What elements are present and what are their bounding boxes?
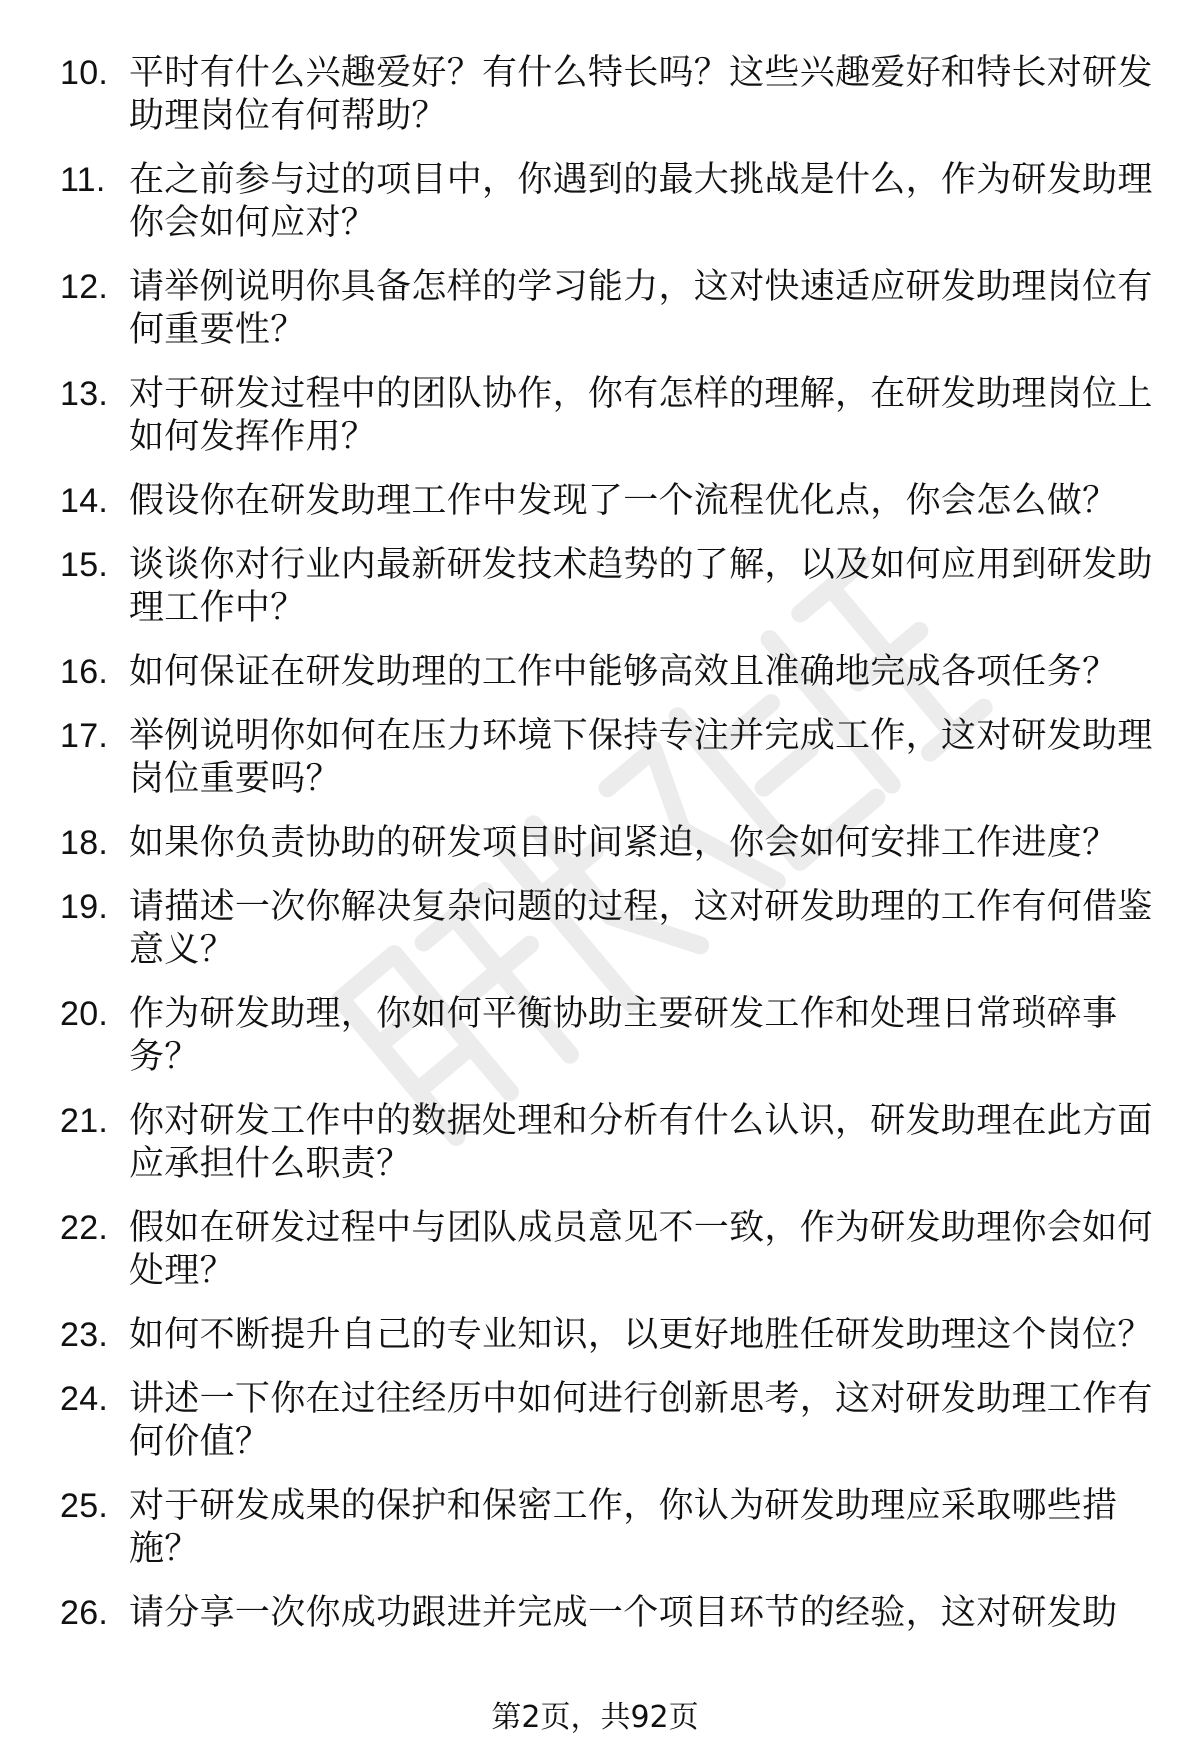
question-item	[0, 715, 1190, 801]
question-number: 19.	[60, 888, 109, 926]
question-number: 21.	[60, 1102, 109, 1140]
question-number: 25.	[60, 1487, 109, 1525]
question-list	[0, 52, 1190, 1656]
question-item	[0, 1378, 1190, 1464]
question-item	[0, 1592, 1190, 1635]
question-item	[0, 373, 1190, 459]
question-text: 对于研发过程中的团队协作，你有怎样的理解，在研发助理岗位上如何发挥作用？	[129, 374, 1153, 457]
question-number: 14.	[60, 482, 109, 520]
question-item	[0, 993, 1190, 1079]
question-text: 平时有什么兴趣爱好？有什么特长吗？这些兴趣爱好和特长对研发助理岗位有何帮助？	[129, 53, 1153, 136]
question-number: 15.	[60, 546, 109, 584]
question-number: 20.	[60, 995, 109, 1033]
question-text: 举例说明你如何在压力环境下保持专注并完成工作，这对研发助理岗位重要吗？	[129, 716, 1153, 799]
question-text: 作为研发助理，你如何平衡协助主要研发工作和处理日常琐碎事务？	[129, 994, 1118, 1077]
question-number: 24.	[60, 1380, 109, 1418]
question-number: 17.	[60, 717, 109, 755]
question-item	[0, 480, 1190, 523]
question-item	[0, 52, 1190, 138]
question-text: 谈谈你对行业内最新研发技术趋势的了解，以及如何应用到研发助理工作中？	[129, 545, 1153, 628]
question-number: 10.	[60, 54, 109, 92]
question-item	[0, 1100, 1190, 1186]
question-number: 13.	[60, 375, 109, 413]
question-text: 你对研发工作中的数据处理和分析有什么认识，研发助理在此方面应承担什么职责？	[129, 1101, 1153, 1184]
question-item	[0, 1485, 1190, 1571]
question-number: 18.	[60, 824, 109, 862]
question-number: 11.	[60, 161, 106, 199]
question-item	[0, 266, 1190, 352]
question-text: 如何不断提升自己的专业知识，以更好地胜任研发助理这个岗位？	[129, 1315, 1153, 1355]
question-item	[0, 886, 1190, 972]
question-text: 对于研发成果的保护和保密工作，你认为研发助理应采取哪些措施？	[129, 1486, 1118, 1569]
question-item	[0, 1314, 1190, 1357]
question-item	[0, 544, 1190, 630]
question-item	[0, 159, 1190, 245]
question-text: 请分享一次你成功跟进并完成一个项目环节的经验，这对研发助	[129, 1593, 1118, 1633]
question-number: 22.	[60, 1209, 109, 1247]
question-number: 16.	[60, 653, 109, 691]
question-text: 如果你负责协助的研发项目时间紧迫，你会如何安排工作进度？	[129, 823, 1118, 863]
page-footer: 第2页，共92页	[491, 1700, 699, 1735]
question-text: 如何保证在研发助理的工作中能够高效且准确地完成各项任务？	[129, 652, 1118, 692]
question-number: 23.	[60, 1316, 109, 1354]
question-text: 请举例说明你具备怎样的学习能力，这对快速适应研发助理岗位有何重要性？	[129, 267, 1153, 350]
question-text: 假设你在研发助理工作中发现了一个流程优化点，你会怎么做？	[129, 481, 1118, 521]
question-text: 讲述一下你在过往经历中如何进行创新思考，这对研发助理工作有何价值？	[129, 1379, 1153, 1462]
question-text: 在之前参与过的项目中，你遇到的最大挑战是什么，作为研发助理你会如何应对？	[129, 160, 1153, 243]
question-number: 12.	[60, 268, 109, 306]
question-item	[0, 1207, 1190, 1293]
question-item	[0, 822, 1190, 865]
question-item	[0, 651, 1190, 694]
question-text: 请描述一次你解决复杂问题的过程，这对研发助理的工作有何借鉴意义？	[129, 887, 1153, 970]
question-text: 假如在研发过程中与团队成员意见不一致，作为研发助理你会如何处理？	[129, 1208, 1153, 1291]
question-number: 26.	[60, 1594, 109, 1632]
